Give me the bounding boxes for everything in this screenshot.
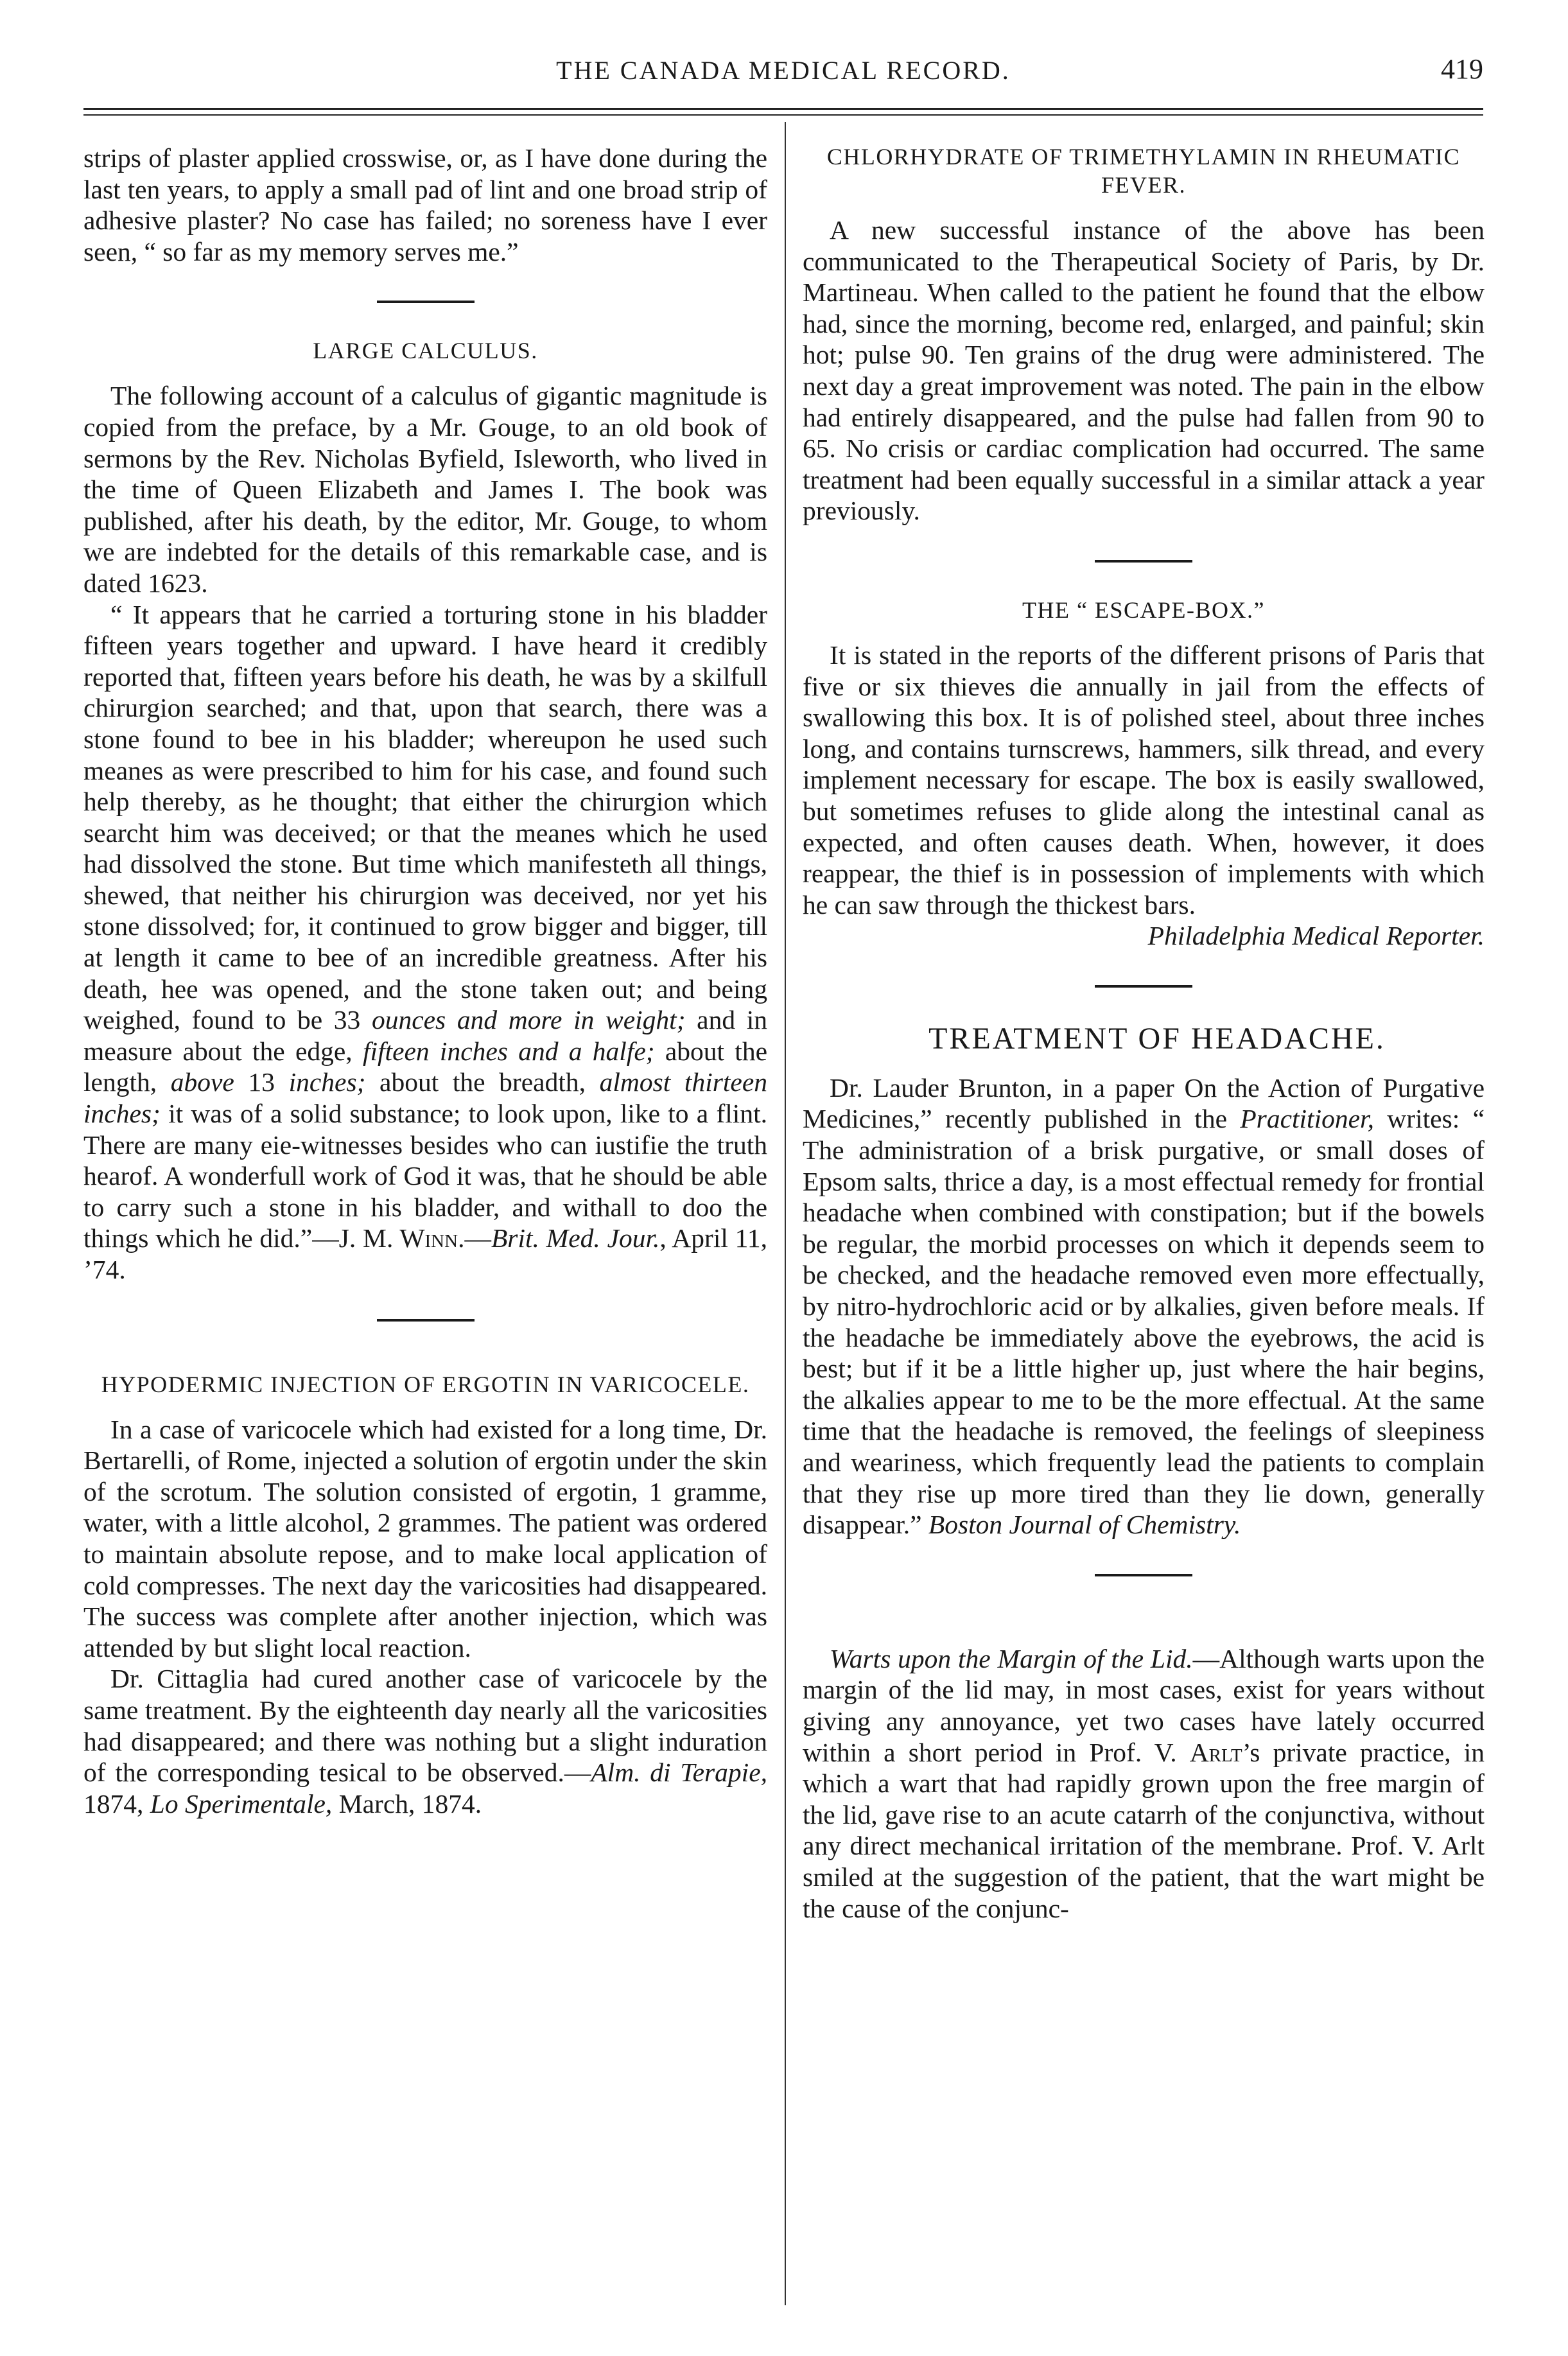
escape-box-paragraph: It is stated in the reports of the different prisons of Paris that five or six thieves die annually in jail from the effects of swallowing this box. It is of polished steel, about three inches long, and contains turnscrews, hammers, silk thread, and every implement necessary for escape. The box is easily swallowed, but sometimes refuses to glide along the intestinal canal as expected, and often causes death. When, however, it does reappear, the thief is in possession of implements with which he can saw through the thickest bars. — [803, 640, 1485, 920]
section-title-headache: TREATMENT OF HEADACHE. — [928, 1021, 1386, 1056]
journal-title: THE CANADA MEDICAL RECORD. — [556, 56, 1011, 85]
section-title-trimethylamin: CHLORHYDRATE OF TRIMETHYLAMIN IN RHEUMATIC FEVER. — [826, 144, 1461, 198]
section-title-large-calculus: LARGE CALCULUS. — [313, 338, 538, 364]
escape-box-credit: Philadelphia Medical Reporter. — [1147, 921, 1485, 951]
right-column — [803, 143, 1485, 1924]
warts-lead: Warts upon the Margin of the Lid. — [830, 1643, 1193, 1673]
citation-source: Boston Journal of Chemistry. — [928, 1510, 1241, 1540]
warts-paragraph: Warts upon the Margin of the Lid.—Although warts upon the margin of the lid may, in most cases, exist for years without giving any annoyance, yet two cases have lately occurred within a short period in Prof. V. Arlt’s private practice, in which a wart that had rapidly grown upon the free margin of the lid, gave rise to an acute catarrh of the conjunctiva, without any direct mechanical irritation of the membrane. Prof. V. Arlt smiled at the suggestion of the patient, that the wart might be the cause of the conjunc- — [803, 1643, 1485, 1923]
header-rule-thin — [83, 114, 1483, 116]
calculus-paragraph-1: The following account of a calculus of gigantic magnitude is copied from the preface, by a Mr. Gouge, to an old book of sermons by the Rev. Nicholas Byfield, Isleworth, who lived in the time of Queen Elizabeth and James I. The book was published, after his death, by the editor, Mr. Gouge, to whom we are indebted for the details of this remarkable case, and is dated 1623. — [83, 381, 767, 598]
running-head — [83, 50, 1483, 95]
author-name: J. M. Winn — [338, 1223, 458, 1253]
section-title-escape-box: THE “ ESCAPE-BOX.” — [1022, 597, 1265, 623]
calculus-paragraph-2: “ It appears that he carried a torturing stone in his bladder fifteen years together and upward. I have heard it credibly reported that, fifteen years before his death, he was by a skilfull chirurgion searched; and that, upon that search, there was a stone found to bee in his bladder; whereupon he used such meanes as were prescribed to him for his case, and found such help thereby, as he thought; that either the chirurgion which searcht him was deceived; or that the meanes which he used had dissolved the stone. But time which manifesteth all things, shewed, that neither his chirurgion was deceived, nor yet his stone dissolved; for, it continued to grow bigger and bigger, till at length it came to bee of an incredible greatness. After his death, hee was opened, and the stone taken out; and being weighed, found to be 33 ounces and more in weight; and in measure about the edge, fifteen inches and a halfe; about the length, above 13 inches; about the breadth, almost thirteen inches; it was of a solid substance; to look upon, like to a flint. There are many eie-witnesses besides who can iustifie the truth hearof. A wonderfull work of God it was, that he should be able to carry such a stone in his bladder, and withall to doo the things which he did.”—J. M. Winn.—Brit. Med. Jour., April 11, ’74. — [83, 599, 768, 1284]
section-title-ergotin: HYPODERMIC INJECTION OF ERGOTIN IN VARICOCELE. — [101, 1371, 750, 1397]
ergotin-paragraph-2: Dr. Cittaglia had cured another case of varicocele by the same treatment. By the eighteenth day nearly all the varicosities had disappeared; and there was nothing but a slight induration of the corresponding tesical to be observed.—Alm. di Terapie, 1874, Lo Sperimentale, March, 1874. — [83, 1664, 768, 1819]
citation-source: Brit. Med. Jour. — [491, 1223, 660, 1253]
page-number: 419 — [1441, 53, 1483, 85]
headache-paragraph: Dr. Lauder Brunton, in a paper On the Action of Purgative Medicines,” recently published in the Practitioner, writes: “ The administration of a brisk purgative, or small doses of Epsom salts, thrice a day, is a most effectual remedy for frontial headache when combined with constipation; but if the bowels be regular, the morbid processes on which it depends seem to be checked, and the headache removed even more effectually, by nitro-hydrochloric acid or by alkalies, given before meals. If the headache be immediately above the eyebrows, the acid is best; but if it be a little higher up, just where the hair begins, the alkalies appear to me to be the more effectual. At the same time that the headache is removed, the feelings of sleepiness and weariness, which frequently lead the patients to complain that they rise up more tired than they lie down, generally disappear.” Boston Journal of Chemistry. — [803, 1072, 1485, 1540]
continued-paragraph: strips of plaster applied crosswise, or, as I have done during the last ten years, to apply a small pad of lint and one broad strip of adhesive plaster? No case has failed; no soreness have I ever seen, “ so far as my memory serves me.” — [83, 143, 767, 266]
trimethylamin-paragraph: A new successful instance of the above has been communicated to the Therapeutical Society of Paris, by Dr. Martineau. When called to the patient he found that the elbow had, since the morning, become red, enlarged, and painful; skin hot; pulse 90. Ten grains of the drug were administered. The next day a great improvement was noted. The pain in the elbow had entirely disappeared, and the pulse had fallen from 90 to 65. No crisis or cardiac complication had occurred. The same treatment had been equally successful in a similar attack a year previously. — [803, 215, 1485, 526]
header-rule — [83, 108, 1483, 110]
left-column — [83, 143, 767, 1819]
column-divider — [785, 122, 786, 2305]
ergotin-paragraph-1: In a case of varicocele which had existed for a long time, Dr. Bertarelli, of Rome, injected a solution of ergotin under the skin of the scrotum. The solution consisted of ergotin, 1 gramme, water, with a little alcohol, 2 grammes. The patient was ordered to maintain absolute repose, and to make local application of cold compresses. The next day the varicosities had disappeared. The success was complete after another injection, which was attended by but slight local reaction. — [83, 1414, 767, 1662]
